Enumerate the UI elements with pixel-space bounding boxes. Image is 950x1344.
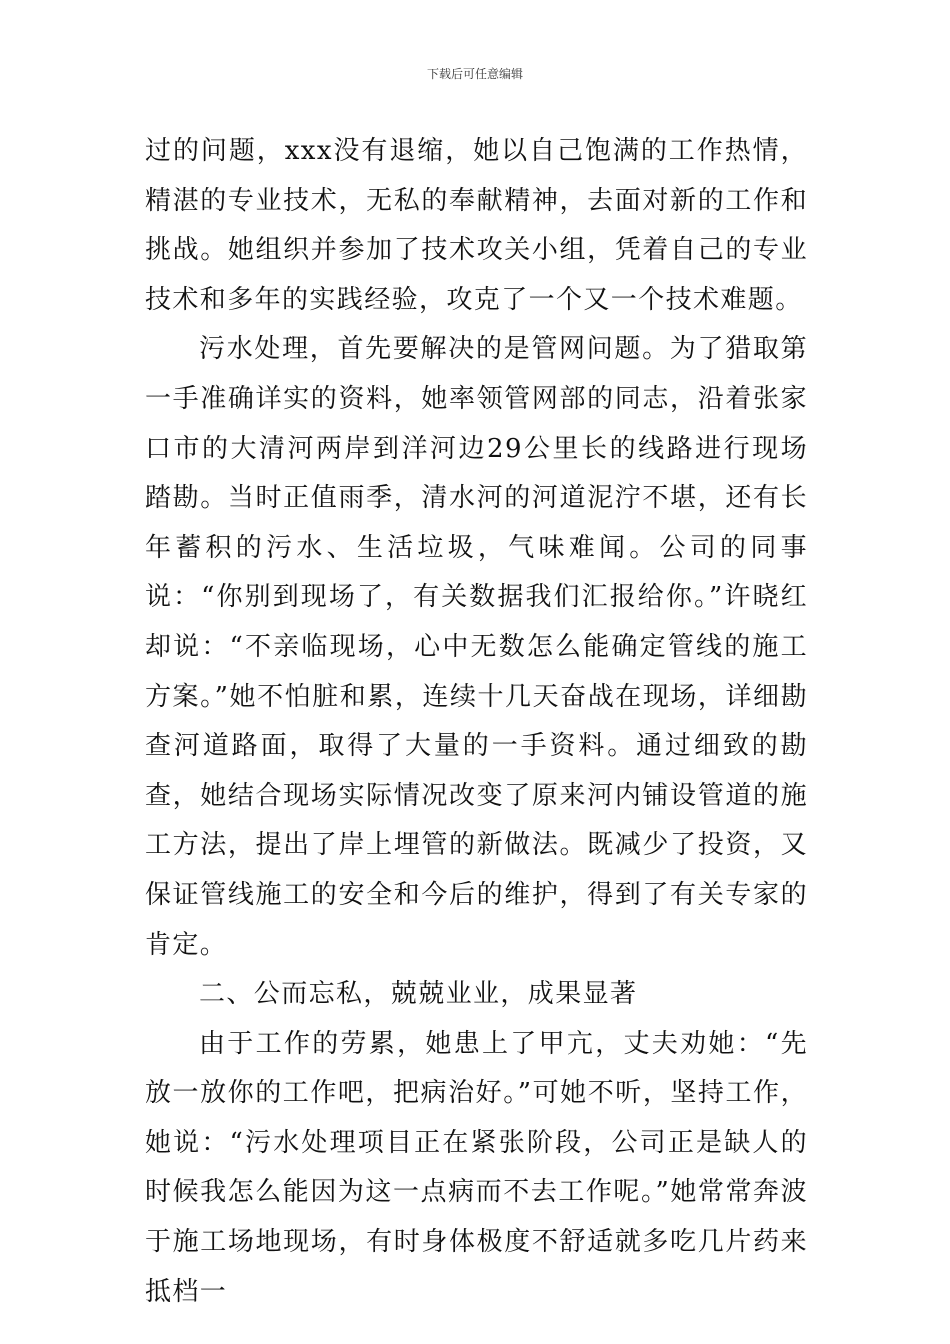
paragraph-pipeline-survey: 污水处理，首先要解决的是管网问题。为了猎取第一手准确详实的资料，她率领管网部的同志，沿着张家口市的大清河两岸到洋河边29公里长的线路进行现场踏勘。当时正值雨季，清水河的河道泥泞不堪，还有长年蓄积的污水、生活垃圾，气味难闻。公司的同事说：“你别到现场了，有关数据我们汇报给你。”许晓红却说：“不亲临现场，心中无数怎么能确定管线的施工方案。”她不怕脏和累，连续十几天奋战在现场，详细勘查河道路面，取得了大量的一手资料。通过细致的勘查，她结合现场实际情况改变了原来河内铺设管道的施工方法，提出了岸上埋管的新做法。既减少了投资，又保证管线施工的安全和今后的维护，得到了有关专家的肯定。 — [145, 334, 808, 960]
paragraph-illness-dedication: 由于工作的劳累，她患上了甲亢，丈夫劝她：“先放一放你的工作吧，把病治好。”可她不听，坚持工作，她说：“污水处理项目正在紧张阶段，公司正是缺人的时候我怎么能因为这一点病而不去工作呢。”她常常奔波于施工场地现场，有时身体极度不舒适就多吃几片药来抵档一 — [145, 1028, 808, 1307]
page-header-note: 下载后可任意编辑 — [426, 67, 523, 81]
section-heading: 二、公而忘私，兢兢业业，成果显著 — [199, 979, 638, 1010]
document-body — [145, 127, 808, 1317]
paragraph-continuation: 过的问题，xxx没有退缩，她以自己饱满的工作热情，精湛的专业技术，无私的奉献精神，去面对新的工作和挑战。她组织并参加了技术攻关小组，凭着自己的专业技术和多年的实践经验，攻克了一个又一个技术难题。 — [145, 136, 808, 315]
